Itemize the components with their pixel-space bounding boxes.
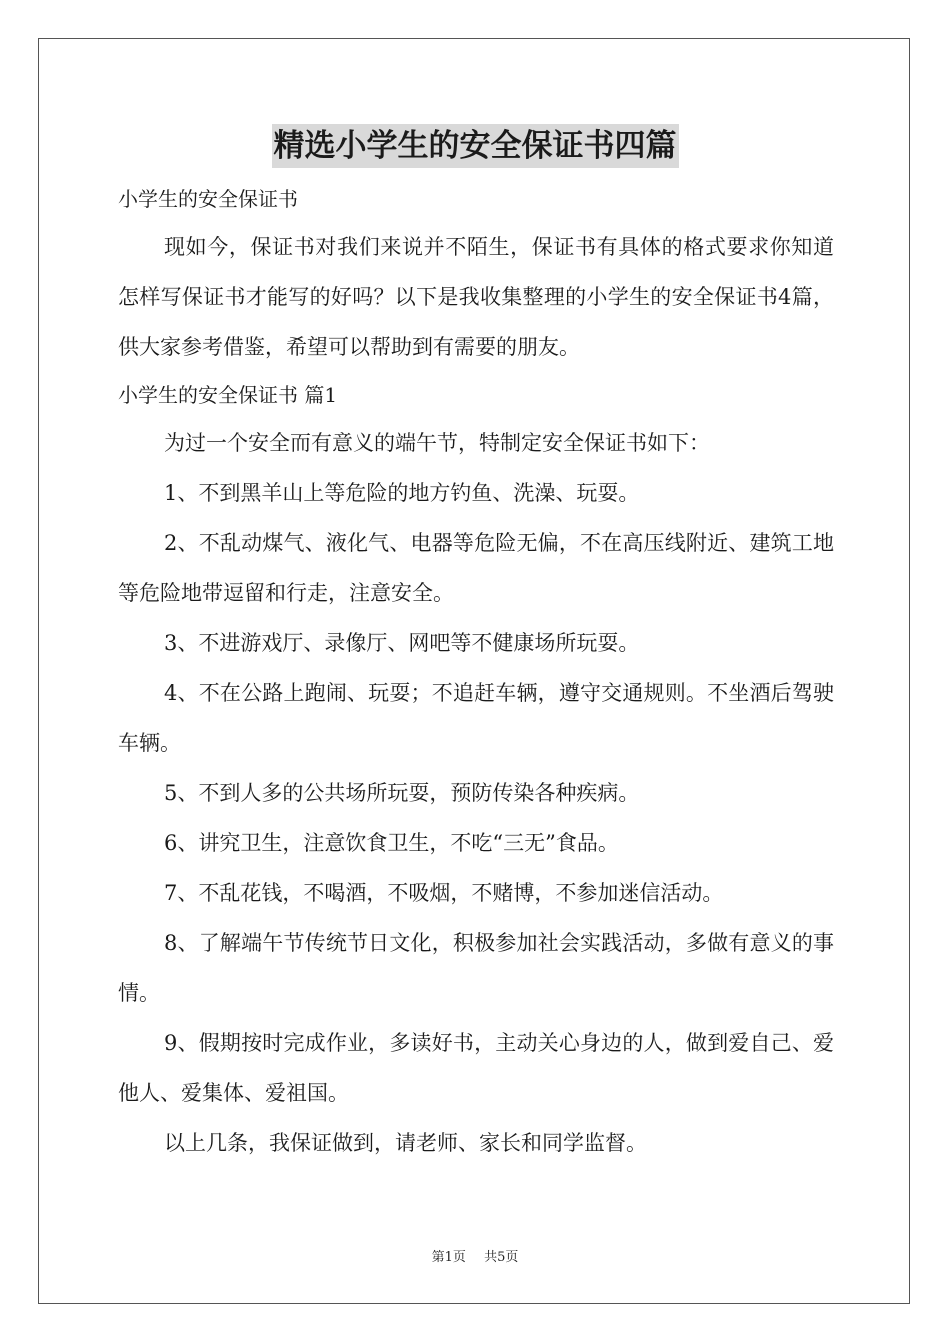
paragraph: 2、不乱动煤气、液化气、电器等危险无偏，不在高压线附近、建筑工地等危险地带逗留和行走，注意安全。 bbox=[118, 531, 834, 605]
paragraph: 1、不到黑羊山上等危险的地方钓鱼、洗澡、玩耍。 bbox=[164, 481, 640, 505]
paragraph: 4、不在公路上跑闹、玩耍；不追赶车辆，遵守交通规则。不坐酒后驾驶车辆。 bbox=[118, 681, 834, 755]
paragraph: 7、不乱花钱，不喝酒，不吸烟，不赌博，不参加迷信活动。 bbox=[164, 881, 724, 905]
paragraph: 以上几条，我保证做到，请老师、家长和同学监督。 bbox=[164, 1131, 647, 1155]
page-number: 第1页 bbox=[431, 1250, 466, 1265]
paragraph: 3、不进游戏厅、录像厅、网吧等不健康场所玩耍。 bbox=[164, 631, 640, 655]
page-footer bbox=[0, 1246, 950, 1265]
section-heading: 小学生的安全保证书 篇1 bbox=[118, 383, 338, 407]
title-container bbox=[0, 124, 950, 168]
paragraph: 8、了解端午节传统节日文化，积极参加社会实践活动，多做有意义的事情。 bbox=[118, 931, 834, 1005]
paragraph: 为过一个安全而有意义的端午节，特制定安全保证书如下： bbox=[164, 431, 710, 455]
page-total: 共5页 bbox=[484, 1250, 519, 1265]
paragraph: 9、假期按时完成作业，多读好书，主动关心身边的人，做到爱自己、爱他人、爱集体、爱祖国。 bbox=[118, 1031, 834, 1105]
paragraph: 6、讲究卫生，注意饮食卫生，不吃“三无”食品。 bbox=[164, 831, 619, 855]
subtitle: 小学生的安全保证书 bbox=[118, 187, 298, 211]
intro-paragraph: 现如今，保证书对我们来说并不陌生，保证书有具体的格式要求你知道怎样写保证书才能写的好吗？以下是我收集整理的小学生的安全保证书4篇，供大家参考借鉴，希望可以帮助到有需要的朋友。 bbox=[118, 235, 834, 359]
document-title: 精选小学生的安全保证书四篇 bbox=[272, 124, 679, 168]
document-body bbox=[118, 176, 834, 1168]
paragraph: 5、不到人多的公共场所玩耍，预防传染各种疾病。 bbox=[164, 781, 640, 805]
